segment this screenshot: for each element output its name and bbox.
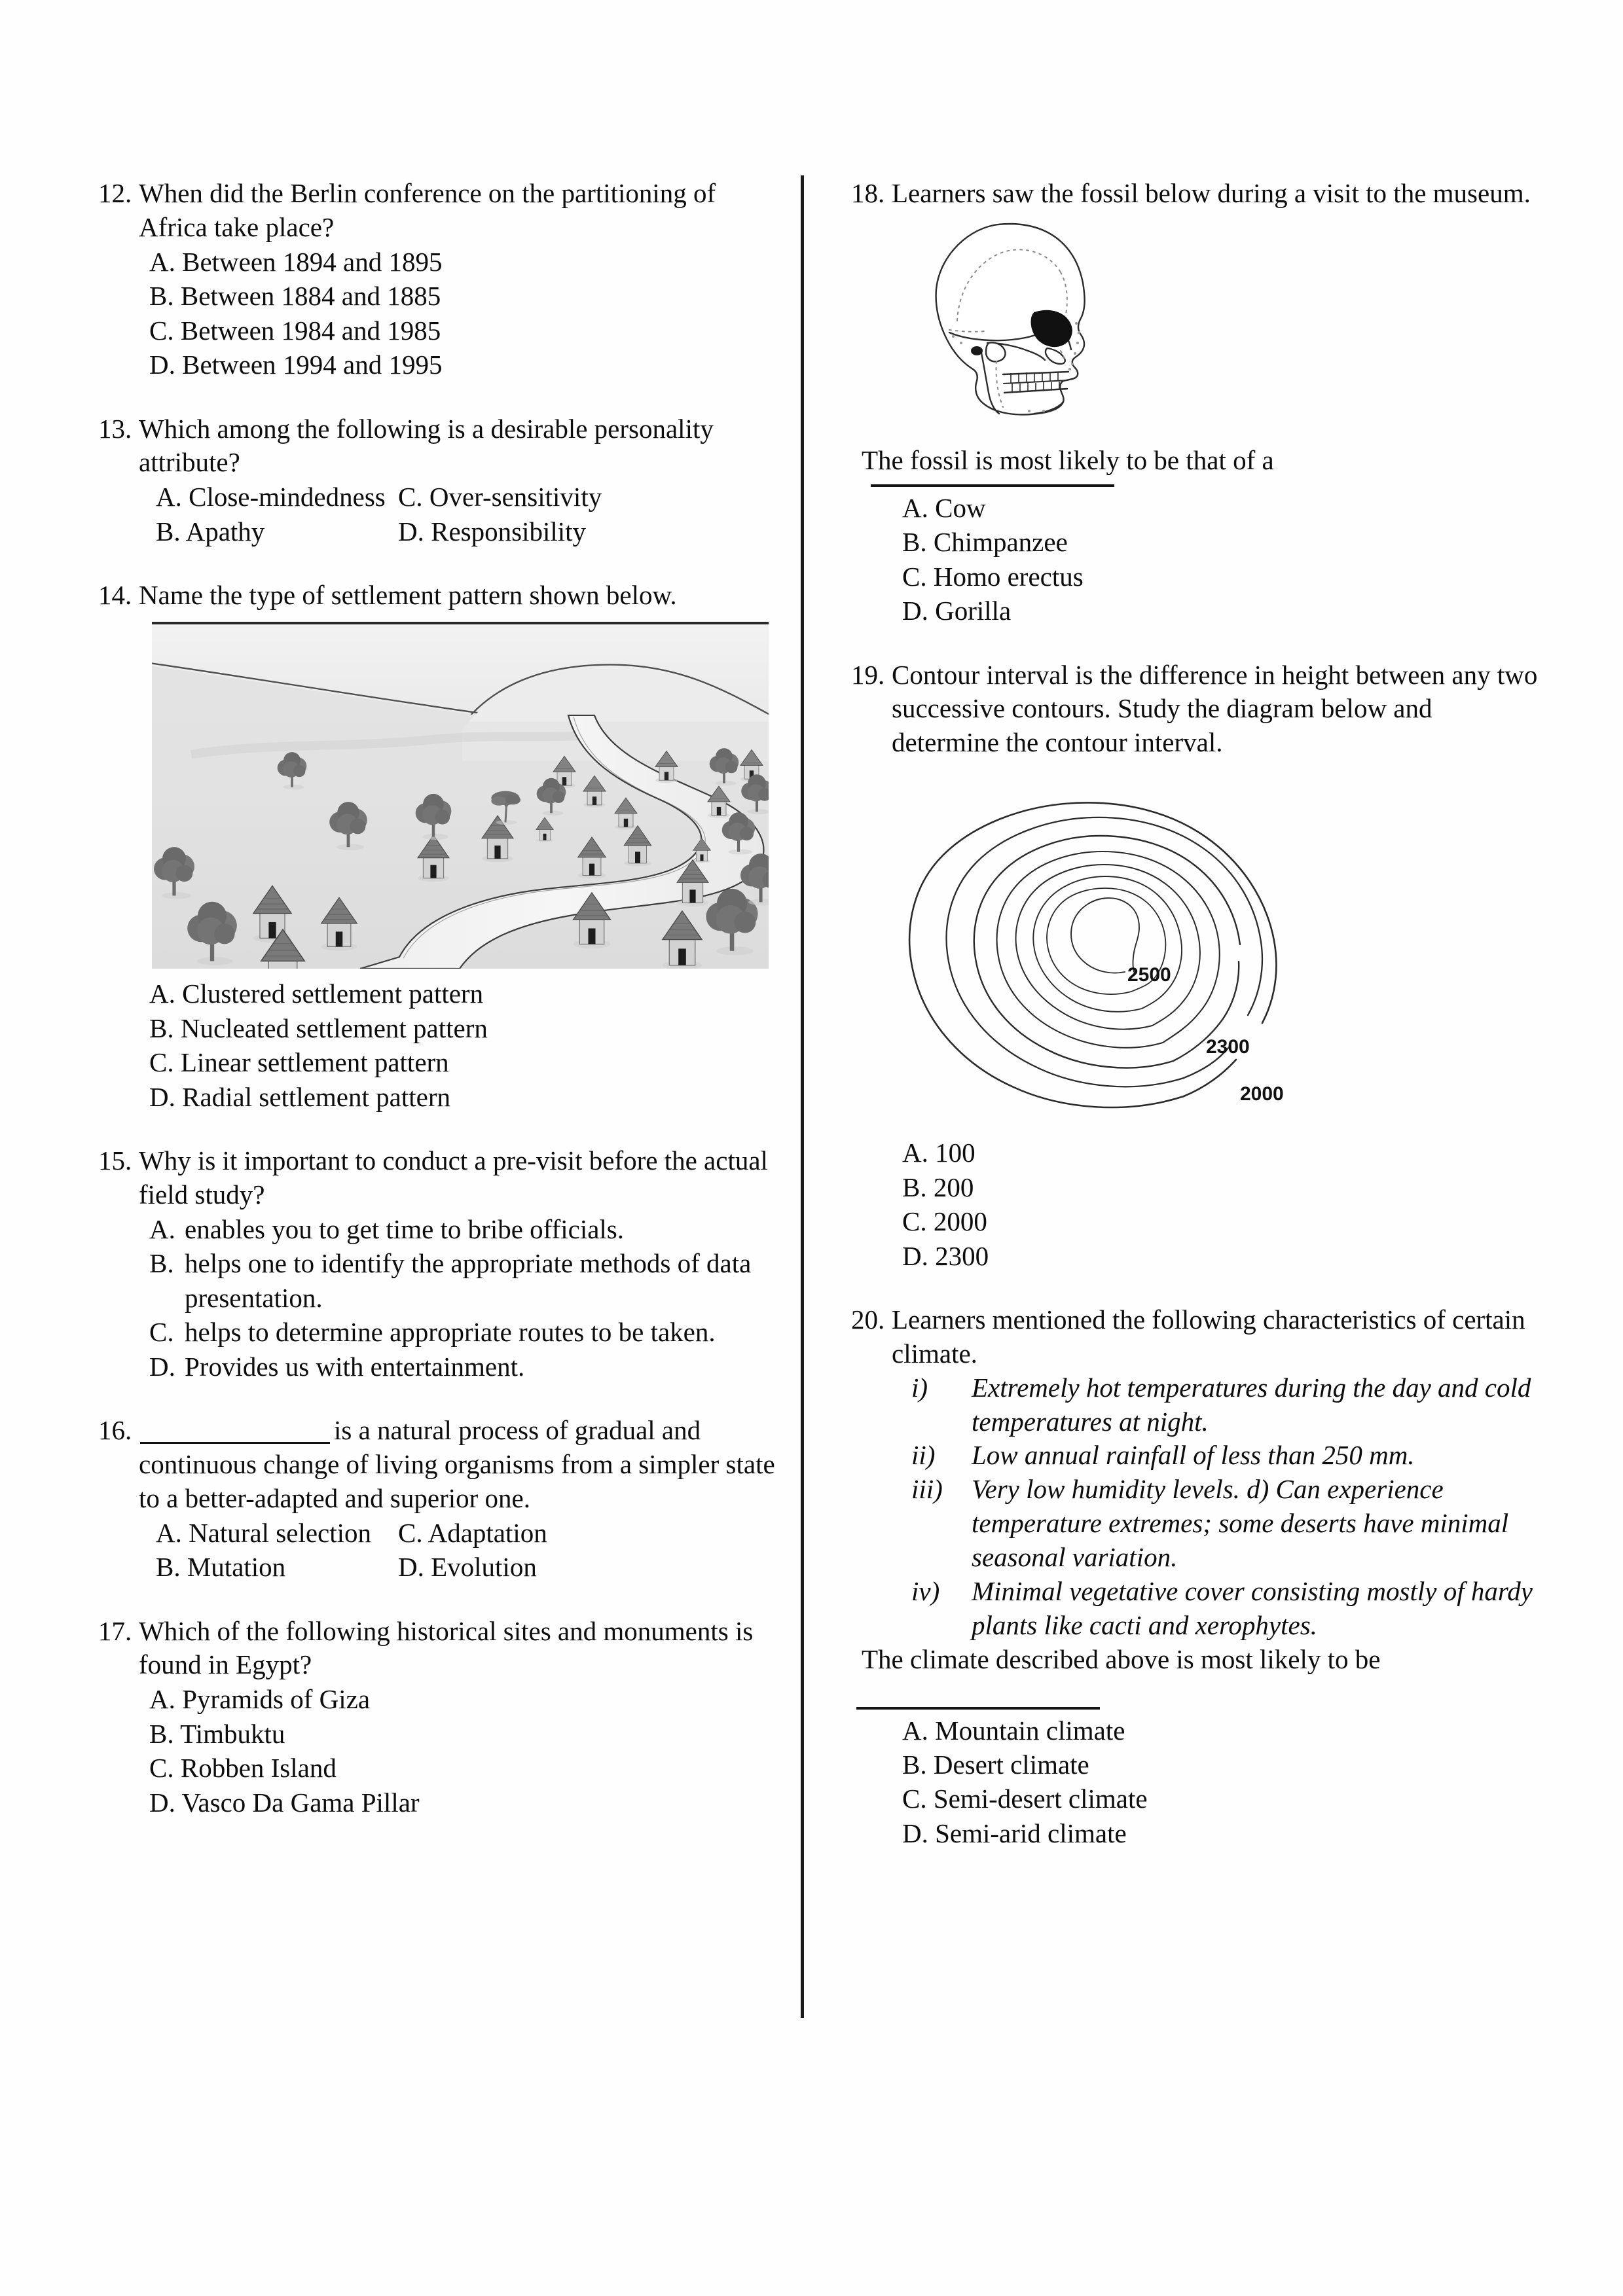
characteristic-i-num: i) xyxy=(911,1372,928,1403)
village-settlement-illustration xyxy=(152,622,769,969)
question-15 xyxy=(98,1144,782,1384)
question-15-number: 15. xyxy=(98,1145,132,1175)
option-d[interactable]: D. Evolution xyxy=(398,1552,537,1583)
option-c[interactable]: C. Between 1984 and 1985 xyxy=(149,315,441,346)
question-18-options xyxy=(851,491,1545,628)
characteristic-iv-num: iv) xyxy=(911,1575,940,1606)
question-17 xyxy=(98,1615,782,1820)
option-d[interactable]: D. Responsibility xyxy=(398,516,587,547)
option-b[interactable]: B. Nucleated settlement pattern xyxy=(149,1013,488,1043)
question-16-head xyxy=(98,1414,782,1516)
option-a[interactable]: A. Between 1894 and 1895 xyxy=(149,246,443,277)
characteristic-iii-text: Very low humidity levels. d) Can experience temperature extremes; some deserts have minimal seasonal variation. xyxy=(972,1474,1509,1573)
option-d[interactable]: D. Radial settlement pattern xyxy=(149,1081,450,1112)
option-d-letter: D. xyxy=(149,1351,175,1382)
option-d[interactable] xyxy=(149,1350,782,1384)
question-13-options xyxy=(98,480,782,548)
option-b[interactable]: B. Timbuktu xyxy=(149,1718,285,1749)
question-18-lead-in: The fossil is most likely to be that of a xyxy=(862,444,1274,475)
question-20-number: 20. xyxy=(851,1304,885,1335)
question-15-options xyxy=(98,1212,782,1384)
option-c[interactable] xyxy=(149,1315,782,1349)
option-a[interactable]: A. Cow xyxy=(902,492,986,523)
option-a-text: enables you to get time to bribe officials. xyxy=(185,1213,625,1244)
contour-label-2500: 2500 xyxy=(1127,964,1171,986)
option-c[interactable]: C. Homo erectus xyxy=(902,561,1084,592)
question-19-options xyxy=(851,1136,1545,1273)
question-12-number: 12. xyxy=(98,178,132,208)
contour-map-diagram xyxy=(866,765,1337,1132)
characteristic-i-text: Extremely hot temperatures during the day and cold temperatures at night. xyxy=(972,1372,1531,1437)
question-15-text: Why is it important to conduct a pre-visit before the actual field study? xyxy=(139,1145,768,1210)
option-a-letter: A. xyxy=(149,1213,175,1244)
left-column xyxy=(98,177,799,2075)
question-19 xyxy=(851,658,1545,1273)
question-13-text: Which among the following is a desirable personality attribute? xyxy=(139,413,714,478)
question-20-head xyxy=(851,1303,1545,1371)
question-20-characteristics xyxy=(851,1371,1545,1643)
option-b[interactable]: B. 200 xyxy=(902,1172,974,1202)
question-20-lead-in: The climate described above is most likely to be xyxy=(862,1643,1381,1674)
option-c[interactable]: C. Linear settlement pattern xyxy=(149,1047,449,1078)
option-b-letter: B. xyxy=(149,1248,174,1279)
contour-label-2300: 2300 xyxy=(1206,1036,1250,1058)
question-19-head xyxy=(851,658,1545,761)
question-18 xyxy=(851,177,1545,628)
question-19-number: 19. xyxy=(851,659,885,690)
hominid-skull-illustration xyxy=(889,215,1151,441)
option-a[interactable]: A. Pyramids of Giza xyxy=(149,1684,371,1715)
question-16 xyxy=(98,1414,782,1585)
option-d[interactable]: D. Vasco Da Gama Pillar xyxy=(149,1787,420,1818)
characteristic-i xyxy=(911,1371,1545,1439)
option-d[interactable]: D. Semi-arid climate xyxy=(902,1818,1127,1848)
question-12 xyxy=(98,177,782,382)
question-16-body: is a natural process of gradual and continuous change of living organisms from a simpler state to a better-adapted and superior one. xyxy=(139,1415,775,1513)
question-16-number: 16. xyxy=(98,1415,132,1446)
characteristic-ii-num: ii) xyxy=(911,1440,936,1471)
question-13 xyxy=(98,412,782,549)
question-14 xyxy=(98,579,782,1114)
two-column-layout xyxy=(98,177,1545,2075)
question-16-text xyxy=(139,1414,782,1516)
option-b[interactable]: B. Desert climate xyxy=(902,1749,1089,1780)
question-14-text: Name the type of settlement pattern shown below. xyxy=(139,580,677,611)
characteristic-iii-num: iii) xyxy=(911,1474,943,1505)
question-14-head xyxy=(98,579,782,613)
option-b[interactable]: B. Apathy xyxy=(156,516,265,547)
question-12-options xyxy=(98,245,782,382)
question-18-answer-blank[interactable] xyxy=(871,484,1114,487)
question-16-options xyxy=(98,1516,782,1585)
question-17-text: Which of the following historical sites and monuments is found in Egypt? xyxy=(139,1615,754,1680)
question-18-text: Learners saw the fossil below during a visit to the museum. xyxy=(892,178,1531,208)
question-20-text: Learners mentioned the following characteristics of certain climate. xyxy=(892,1304,1525,1369)
characteristic-iv xyxy=(911,1575,1545,1643)
question-17-options xyxy=(98,1682,782,1820)
question-13-head xyxy=(98,412,782,480)
question-13-number: 13. xyxy=(98,413,132,444)
option-b-text: helps one to identify the appropriate methods of data presentation. xyxy=(185,1248,758,1313)
fill-in-blank[interactable] xyxy=(140,1420,330,1444)
question-17-head xyxy=(98,1615,782,1683)
contour-label-2000: 2000 xyxy=(1240,1083,1284,1105)
option-a[interactable]: A. Natural selection xyxy=(156,1517,372,1548)
characteristic-ii-text: Low annual rainfall of less than 250 mm. xyxy=(972,1440,1415,1471)
characteristic-ii xyxy=(911,1439,1545,1473)
option-c[interactable]: C. Robben Island xyxy=(149,1753,337,1784)
question-20 xyxy=(851,1303,1545,1850)
question-19-text: Contour interval is the difference in height between any two successive contours. Study the diagram below and determine the contour interval. xyxy=(892,659,1538,758)
option-b[interactable] xyxy=(149,1246,782,1315)
option-a[interactable]: A. 100 xyxy=(902,1138,976,1168)
option-b[interactable]: B. Between 1884 and 1885 xyxy=(149,281,441,312)
option-d[interactable]: D. Between 1994 and 1995 xyxy=(149,350,443,380)
question-15-head xyxy=(98,1144,782,1212)
question-20-answer-blank[interactable] xyxy=(856,1707,1100,1710)
option-c-letter: C. xyxy=(149,1317,174,1348)
option-c-text: helps to determine appropriate routes to be taken. xyxy=(185,1317,716,1348)
question-20-options xyxy=(851,1713,1545,1851)
option-d-text: Provides us with entertainment. xyxy=(185,1351,525,1382)
question-12-head xyxy=(98,177,782,245)
option-c[interactable]: C. Adaptation xyxy=(398,1517,547,1548)
question-17-number: 17. xyxy=(98,1615,132,1646)
option-a[interactable]: A. Close-mindedness xyxy=(156,482,386,512)
option-c[interactable]: C. Over-sensitivity xyxy=(398,482,602,512)
right-column xyxy=(799,177,1545,2075)
option-b[interactable]: B. Mutation xyxy=(156,1552,286,1583)
question-12-text: When did the Berlin conference on the partitioning of Africa take place? xyxy=(139,178,716,242)
characteristic-iv-text: Minimal vegetative cover consisting mostly of hardy plants like cacti and xerophytes. xyxy=(972,1575,1533,1640)
option-a[interactable]: A. Mountain climate xyxy=(902,1715,1125,1746)
option-c[interactable]: C. 2000 xyxy=(902,1206,987,1237)
option-b[interactable]: B. Chimpanzee xyxy=(902,527,1068,558)
option-d[interactable]: D. 2300 xyxy=(902,1240,989,1271)
option-c[interactable]: C. Semi-desert climate xyxy=(902,1784,1148,1814)
question-18-head xyxy=(851,177,1545,211)
question-14-options xyxy=(98,977,782,1114)
option-d[interactable]: D. Gorilla xyxy=(902,596,1012,626)
question-14-number: 14. xyxy=(98,580,132,611)
option-a[interactable]: A. Clustered settlement pattern xyxy=(149,978,484,1009)
option-a[interactable] xyxy=(149,1212,782,1246)
characteristic-iii xyxy=(911,1473,1545,1575)
question-18-number: 18. xyxy=(851,178,885,208)
